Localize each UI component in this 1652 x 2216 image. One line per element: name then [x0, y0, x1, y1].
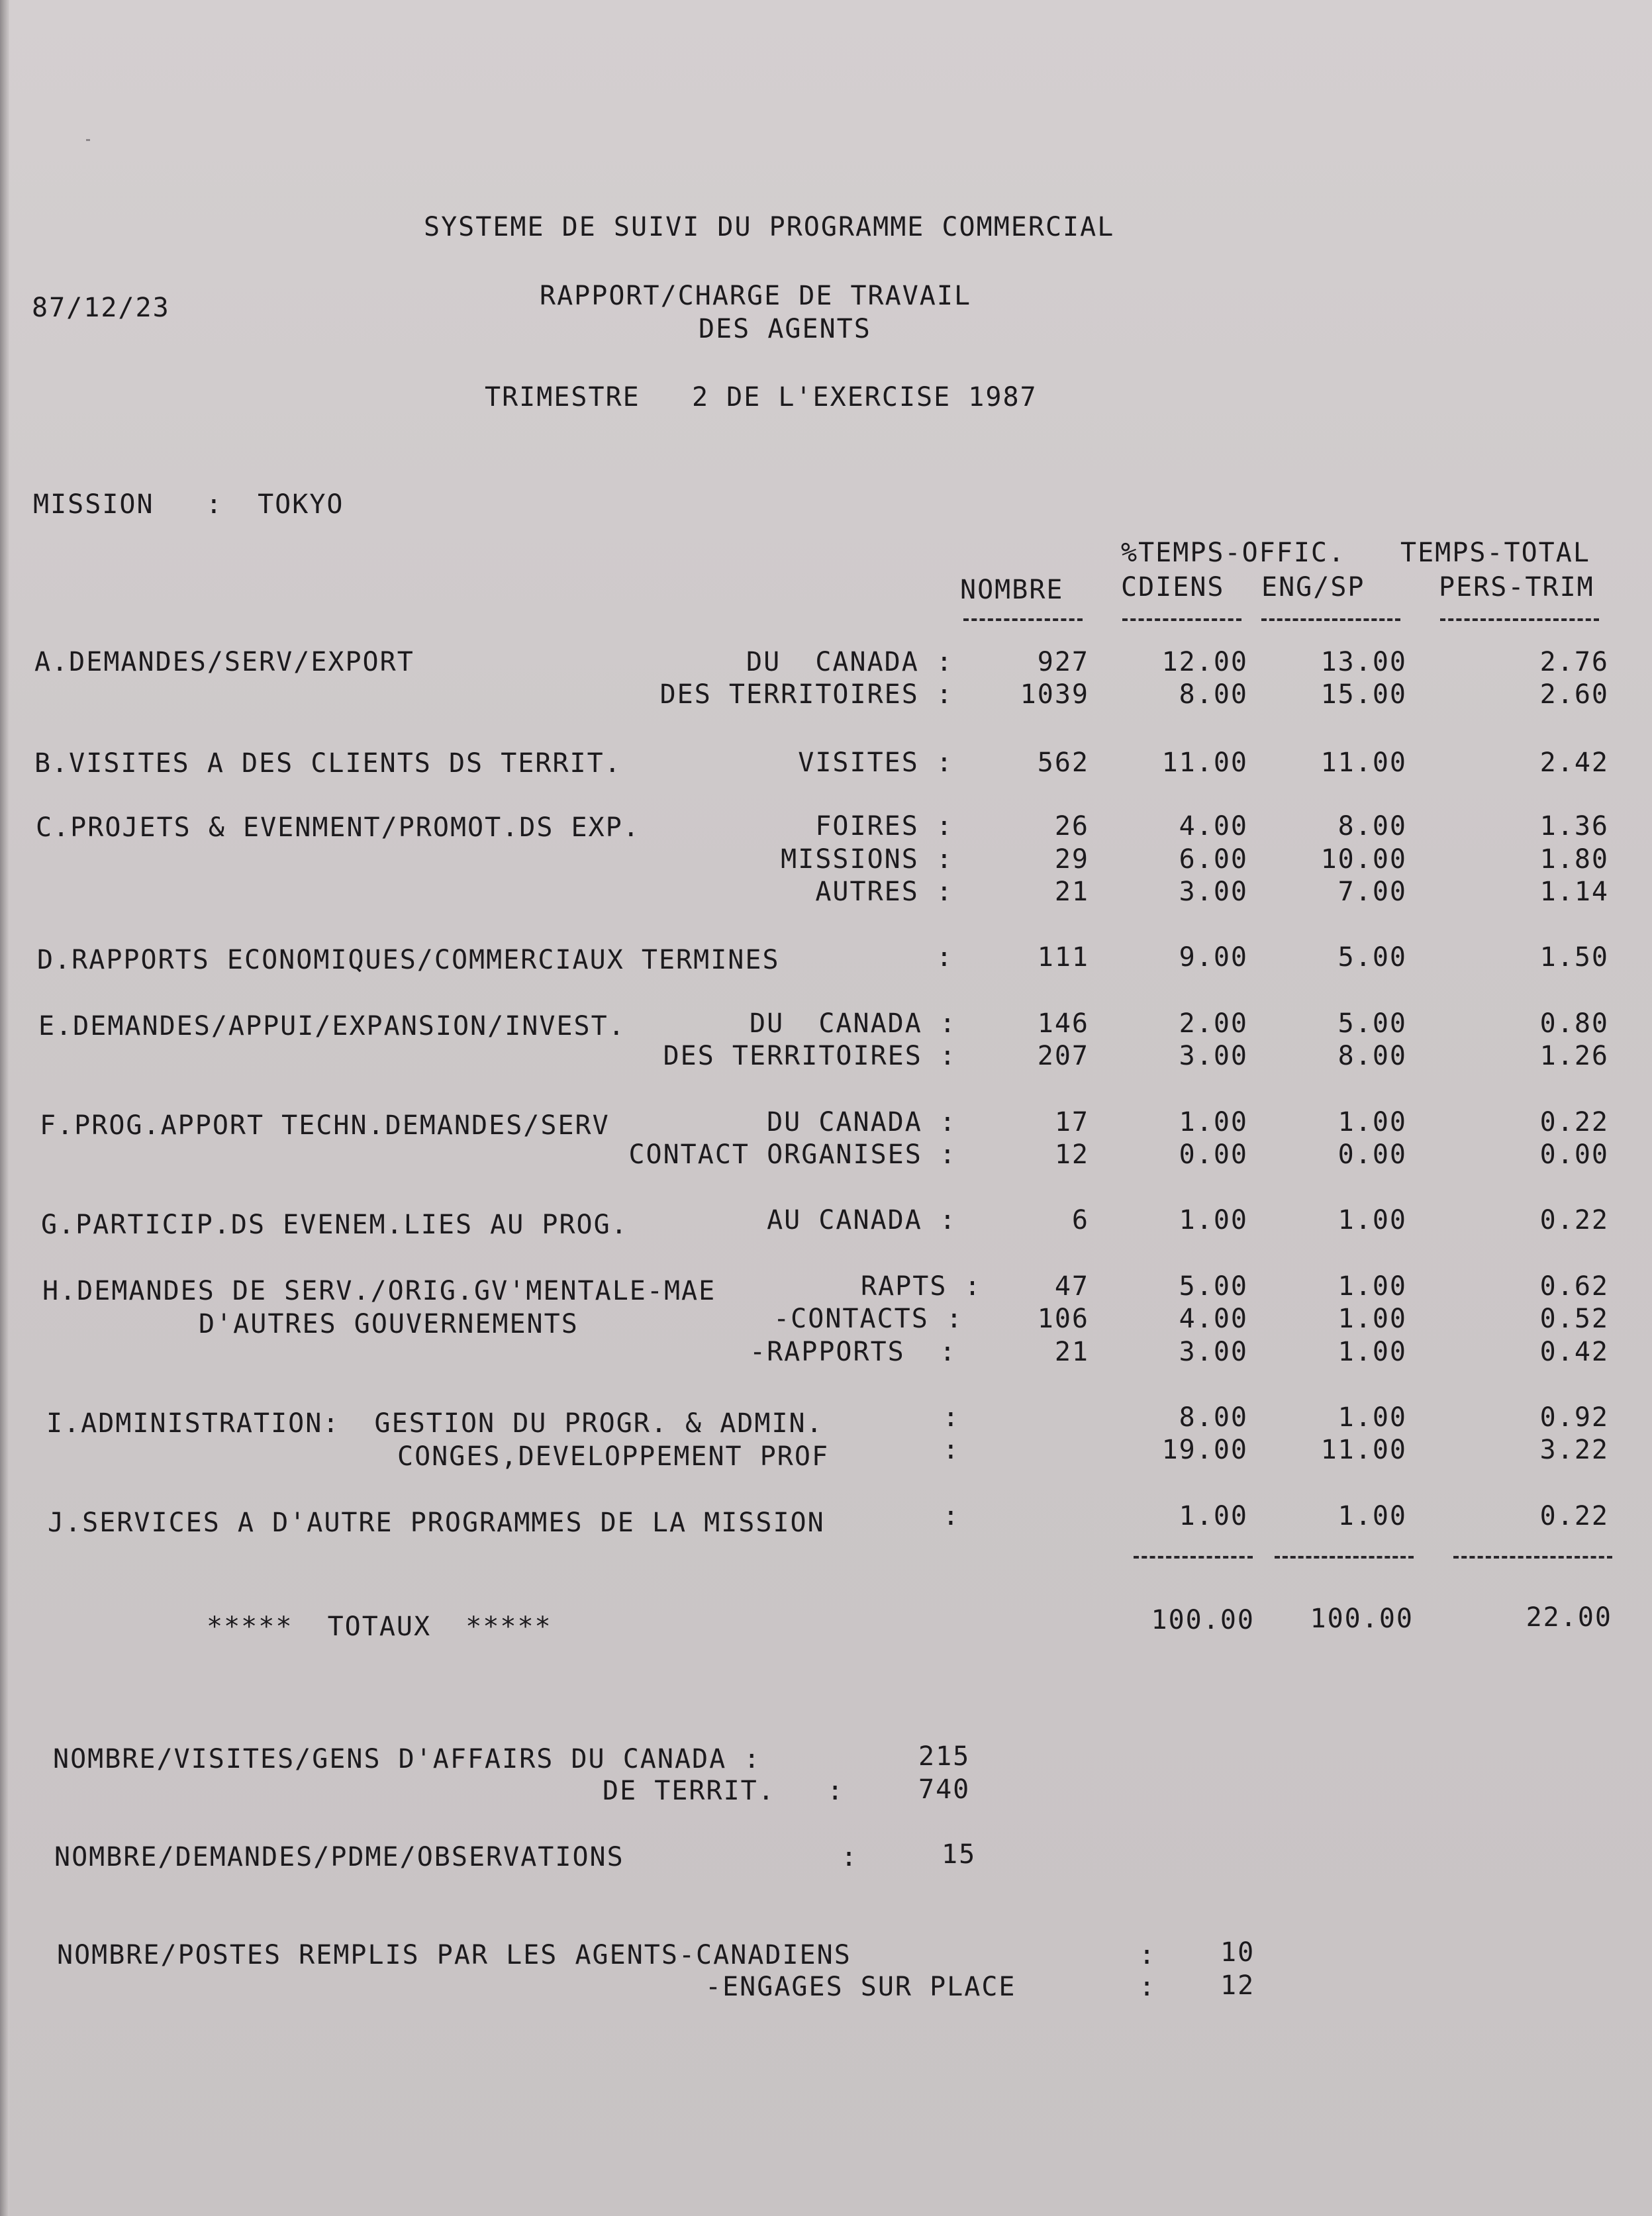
row-engsp: 1.00 [1337, 1337, 1407, 1367]
row-sublabel: VISITES : [798, 747, 953, 778]
row-label: E.DEMANDES/APPUI/EXPANSION/INVEST. [38, 1011, 626, 1041]
row-engsp: 8.00 [1337, 1041, 1407, 1071]
summary-pdme-label: NOMBRE/DEMANDES/PDME/OBSERVATIONS [54, 1842, 624, 1872]
row-cdiens: 6.00 [1179, 844, 1248, 875]
row-engsp: 0.00 [1337, 1139, 1407, 1170]
row-engsp: 1.00 [1337, 1271, 1407, 1302]
row-engsp: 1.00 [1337, 1205, 1407, 1235]
row-sublabel: CONTACT ORGANISES : [628, 1139, 957, 1170]
row-perstrim: 2.60 [1539, 679, 1609, 710]
row-nombre: 21 [1054, 1337, 1089, 1367]
system-title: SYSTEME DE SUIVI DU PROGRAMME COMMERCIAL [424, 212, 1115, 242]
header-pct-temps: %TEMPS-OFFIC. [1121, 538, 1346, 568]
row-engsp: 11.00 [1320, 747, 1407, 778]
summary-postes-label-2: -ENGAGES SUR PLACE [705, 1972, 1016, 2002]
summary-visites-value-2: 740 [918, 1774, 971, 1805]
row-engsp: 5.00 [1337, 1008, 1407, 1039]
totals-perstrim: 22.00 [1526, 1602, 1612, 1633]
row-perstrim: 0.42 [1539, 1337, 1609, 1367]
row-perstrim: 1.36 [1539, 811, 1609, 842]
row-perstrim: 1.80 [1539, 844, 1609, 875]
row-engsp: 1.00 [1337, 1107, 1407, 1137]
summary-postes-label-1: NOMBRE/POSTES REMPLIS PAR LES AGENTS-CANADIENS [57, 1940, 851, 1970]
row-cdiens: 3.00 [1179, 877, 1248, 907]
row-engsp: 10.00 [1320, 844, 1407, 875]
summary-postes-value-1: 10 [1220, 1937, 1255, 1968]
row-engsp: 15.00 [1320, 679, 1407, 710]
row-sublabel: DES TERRITOIRES : [663, 1041, 957, 1071]
row-cdiens: 12.00 [1161, 647, 1248, 677]
report-period: TRIMESTRE 2 DE L'EXERCISE 1987 [485, 382, 1038, 412]
header-underline-cdiens [1122, 618, 1241, 621]
totals-engsp: 100.00 [1310, 1604, 1414, 1634]
totals-line-engsp [1275, 1556, 1414, 1559]
row-cdiens: 9.00 [1179, 942, 1248, 973]
row-cdiens: 8.00 [1179, 1402, 1248, 1433]
row-engsp: 7.00 [1337, 877, 1407, 907]
row-label: D'AUTRES GOUVERNEMENTS [199, 1309, 579, 1339]
row-perstrim: 1.50 [1539, 942, 1609, 973]
row-perstrim: 2.42 [1539, 747, 1609, 778]
row-nombre: 111 [1037, 942, 1089, 973]
row-perstrim: 1.14 [1539, 877, 1609, 907]
row-engsp: 5.00 [1337, 942, 1407, 973]
header-cdiens: CDIENS [1121, 572, 1225, 602]
row-nombre: 21 [1054, 877, 1089, 907]
row-cdiens: 3.00 [1179, 1041, 1248, 1071]
row-cdiens: 0.00 [1179, 1139, 1248, 1170]
row-nombre: 207 [1037, 1041, 1089, 1071]
summary-visites-label-2: DE TERRIT. : [603, 1776, 845, 1806]
summary-visites-label-1: NOMBRE/VISITES/GENS D'AFFAIRS DU CANADA : [53, 1744, 761, 1774]
report-title-line-1: RAPPORT/CHARGE DE TRAVAIL [540, 281, 972, 311]
row-sublabel: DES TERRITOIRES : [659, 679, 953, 710]
row-label: F.PROG.APPORT TECHN.DEMANDES/SERV [40, 1110, 610, 1141]
row-sublabel: FOIRES : [815, 811, 953, 842]
row-cdiens: 4.00 [1179, 811, 1248, 842]
row-label: A.DEMANDES/SERV/EXPORT [34, 647, 414, 677]
row-engsp: 1.00 [1337, 1501, 1407, 1531]
row-nombre: 12 [1054, 1139, 1089, 1170]
summary-pdme-value: 15 [942, 1839, 977, 1870]
header-engsp: ENG/SP [1261, 572, 1365, 602]
row-cdiens: 2.00 [1179, 1008, 1248, 1039]
header-underline-nombre [963, 618, 1083, 621]
row-cdiens: 5.00 [1179, 1271, 1248, 1302]
row-perstrim: 0.52 [1539, 1304, 1609, 1334]
header-underline-engsp [1261, 618, 1400, 621]
row-perstrim: 0.80 [1539, 1008, 1609, 1039]
row-sublabel: : [936, 942, 953, 973]
row-perstrim: 3.22 [1539, 1435, 1609, 1465]
summary-postes-value-2: 12 [1220, 1970, 1255, 2001]
row-nombre: 146 [1037, 1008, 1089, 1039]
row-cdiens: 11.00 [1161, 747, 1248, 778]
row-nombre: 562 [1037, 747, 1089, 778]
row-cdiens: 8.00 [1179, 679, 1248, 710]
row-sublabel: DU CANADA : [767, 1107, 957, 1137]
row-label: I.ADMINISTRATION: GESTION DU PROGR. & ADMIN. [46, 1408, 824, 1439]
row-sublabel: -CONTACTS : [773, 1304, 963, 1334]
totals-line-cdiens [1134, 1556, 1253, 1559]
row-cdiens: 1.00 [1179, 1501, 1248, 1531]
row-sublabel: DU CANADA : [746, 647, 953, 677]
row-engsp: 1.00 [1337, 1304, 1407, 1334]
row-label: H.DEMANDES DE SERV./ORIG.GV'MENTALE-MAE [42, 1276, 716, 1306]
header-underline-perstrim [1440, 618, 1599, 621]
row-nombre: 29 [1054, 844, 1089, 875]
row-sublabel: -RAPPORTS : [750, 1337, 957, 1367]
row-nombre: 1039 [1020, 679, 1089, 710]
row-engsp: 8.00 [1337, 811, 1407, 842]
row-cdiens: 4.00 [1179, 1304, 1248, 1334]
row-perstrim: 0.92 [1539, 1402, 1609, 1433]
row-perstrim: 0.62 [1539, 1271, 1609, 1302]
header-nombre: NOMBRE [960, 575, 1064, 605]
summary-postes-colon-1: : [1139, 1940, 1157, 1970]
row-label: B.VISITES A DES CLIENTS DS TERRIT. [34, 748, 622, 779]
row-engsp: 13.00 [1320, 647, 1407, 677]
row-sublabel: RAPTS : [861, 1271, 982, 1302]
row-perstrim: 0.22 [1539, 1205, 1609, 1235]
row-perstrim: 1.26 [1539, 1041, 1609, 1071]
totals-line-perstrim [1453, 1556, 1612, 1559]
row-nombre: 17 [1054, 1107, 1089, 1137]
row-label: D.RAPPORTS ECONOMIQUES/COMMERCIAUX TERMINES [37, 945, 780, 975]
row-nombre: 47 [1054, 1271, 1089, 1302]
row-nombre: 927 [1037, 647, 1089, 677]
paper-edge [0, 0, 9, 2216]
row-sublabel: : [942, 1501, 960, 1531]
totals-label: ***** TOTAUX ***** [207, 1612, 552, 1642]
row-engsp: 1.00 [1337, 1402, 1407, 1433]
report-title-line-2: DES AGENTS [699, 314, 871, 344]
row-perstrim: 0.00 [1539, 1139, 1609, 1170]
row-nombre: 6 [1071, 1205, 1089, 1235]
row-sublabel: : [942, 1402, 960, 1433]
row-perstrim: 0.22 [1539, 1107, 1609, 1137]
row-perstrim: 2.76 [1539, 647, 1609, 677]
mission-label: MISSION : TOKYO [33, 489, 344, 520]
row-nombre: 26 [1054, 811, 1089, 842]
header-temps-total: TEMPS-TOTAL [1400, 538, 1590, 568]
row-sublabel: AU CANADA : [767, 1205, 957, 1235]
row-sublabel: AUTRES : [815, 877, 953, 907]
row-cdiens: 1.00 [1179, 1107, 1248, 1137]
totals-cdiens: 100.00 [1151, 1605, 1255, 1635]
report-date: 87/12/23 [32, 293, 170, 323]
summary-pdme-colon: : [841, 1842, 859, 1872]
row-engsp: 11.00 [1320, 1435, 1407, 1465]
header-perstrim: PERS-TRIM [1439, 572, 1594, 602]
row-sublabel: DU CANADA : [750, 1008, 957, 1039]
row-cdiens: 19.00 [1161, 1435, 1248, 1465]
row-cdiens: 1.00 [1179, 1205, 1248, 1235]
row-label: G.PARTICIP.DS EVENEM.LIES AU PROG. [41, 1210, 628, 1240]
summary-visites-value-1: 215 [918, 1741, 971, 1772]
row-label: C.PROJETS & EVENMENT/PROMOT.DS EXP. [36, 812, 640, 843]
row-nombre: 106 [1037, 1304, 1089, 1334]
row-cdiens: 3.00 [1179, 1337, 1248, 1367]
row-sublabel: MISSIONS : [781, 844, 953, 875]
row-label: CONGES,DEVELOPPEMENT PROF [397, 1441, 830, 1472]
row-perstrim: 0.22 [1539, 1501, 1609, 1531]
summary-postes-colon-2: : [1139, 1972, 1157, 2002]
row-sublabel: : [942, 1435, 960, 1465]
row-label: J.SERVICES A D'AUTRE PROGRAMMES DE LA MISSION [48, 1508, 825, 1538]
paper-speck [86, 139, 90, 141]
